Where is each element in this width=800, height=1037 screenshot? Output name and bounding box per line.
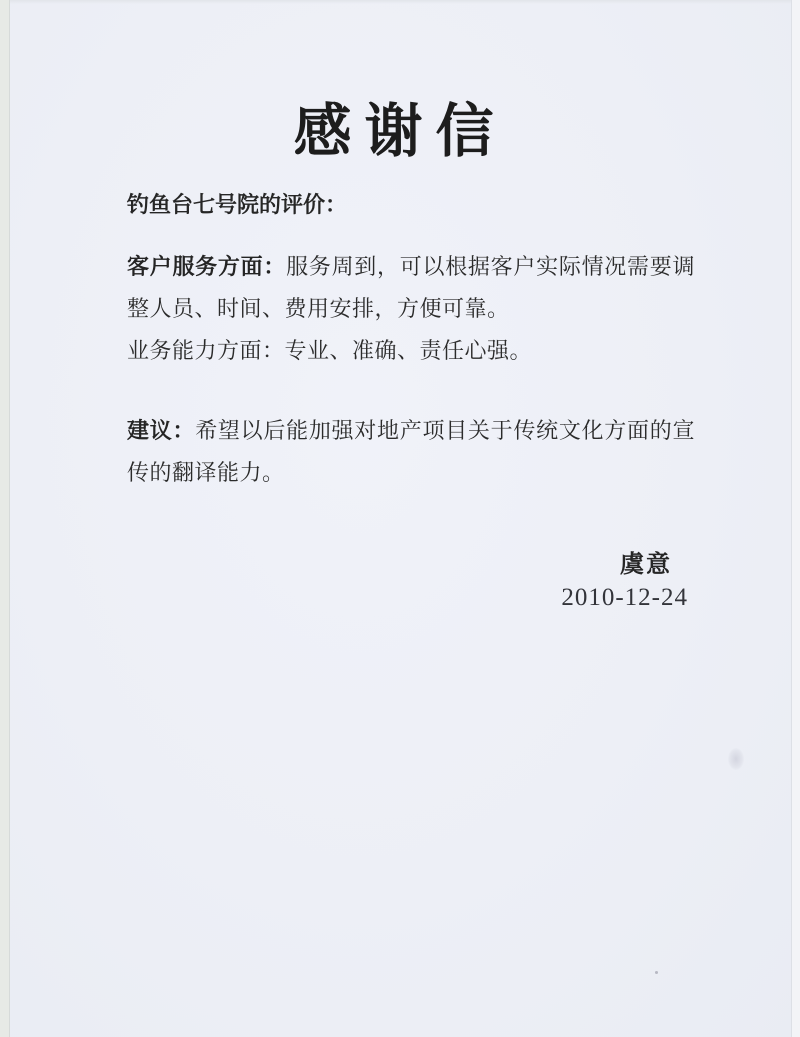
scan-top-edge: [0, 0, 800, 4]
suggestion-text: 希望以后能加强对地产项目关于传统文化方面的宣传的翻译能力。: [127, 418, 695, 485]
letter-title: 感谢信: [293, 99, 507, 164]
service-label: 客户服务方面：: [127, 254, 287, 279]
service-text: 服务周到，可以根据客户实际情况需要调整人员、时间、费用安排，方便可靠。: [127, 254, 695, 321]
signature-name: 虞意: [620, 552, 672, 578]
evaluator-heading: 钓鱼台七号院的评价：: [127, 192, 348, 217]
capability-label: 业务能力方面：: [127, 338, 285, 363]
suggestion-label: 建议：: [127, 418, 196, 443]
suggestion-paragraph: [127, 410, 695, 494]
signature-date: 2010-12-24: [561, 584, 688, 611]
capability-text: 专业、准确、责任心强。: [284, 338, 533, 363]
scan-smudge-mark: [728, 748, 744, 770]
service-and-capability-paragraph: [127, 246, 695, 372]
scan-dust-speck: [655, 971, 658, 974]
